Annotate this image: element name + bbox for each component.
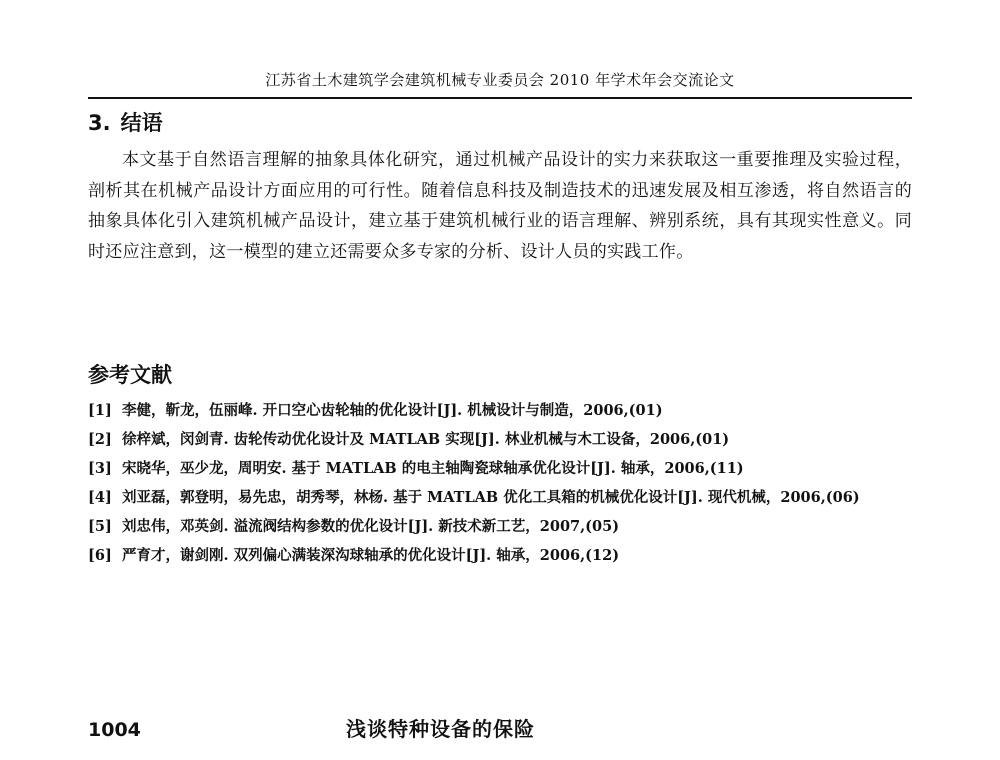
reference-item: [88, 543, 918, 569]
section-title: 结语: [120, 111, 163, 135]
reference-number: [4]: [88, 489, 112, 506]
reference-number: [3]: [88, 460, 112, 477]
reference-item: [88, 427, 918, 453]
reference-text: 严育才，谢剑刚. 双列偏心满装深沟球轴承的优化设计[J]. 轴承，2006,(12): [122, 547, 620, 564]
next-article-title: 浅谈特种设备的保险: [346, 717, 535, 741]
reference-number: [6]: [88, 547, 112, 564]
reference-text: 李健，靳龙，伍丽峰. 开口空心齿轮轴的优化设计[J]. 机械设计与制造，2006,(01): [122, 402, 663, 419]
reference-item: [88, 456, 918, 482]
reference-item: [88, 398, 918, 424]
references-heading: 参考文献: [88, 363, 172, 387]
header-rule: [88, 97, 912, 99]
reference-text: 宋晓华，巫少龙，周明安. 基于 MATLAB 的电主轴陶瓷球轴承优化设计[J]. 轴承，2006,(11): [122, 460, 744, 477]
reference-text: 刘忠伟，邓英剑. 溢流阀结构参数的优化设计[J]. 新技术新工艺，2007,(05): [122, 518, 620, 535]
reference-item: [88, 485, 918, 511]
running-header: 江苏省土木建筑学会建筑机械专业委员会 2010 年学术年会交流论文: [265, 71, 735, 89]
reference-item: [88, 514, 918, 540]
reference-text: 刘亚磊，郭登明，易先忠，胡秀琴，林杨. 基于 MATLAB 优化工具箱的机械优化设计[J]. 现代机械，2006,(06): [122, 489, 860, 506]
reference-number: [2]: [88, 431, 112, 448]
reference-number: [5]: [88, 518, 112, 535]
page-number: 1004: [88, 719, 141, 741]
section-heading: [88, 108, 163, 138]
reference-text: 徐梓斌，闵剑青. 齿轮传动优化设计及 MATLAB 实现[J]. 林业机械与木工设备，2006,(01): [122, 431, 730, 448]
reference-number: [1]: [88, 402, 112, 419]
conclusion-paragraph: 本文基于自然语言理解的抽象具体化研究，通过机械产品设计的实力来获取这一重要推理及实验过程，剖析其在机械产品设计方面应用的可行性。随着信息科技及制造技术的迅速发展及相互渗透，将自然语言的抽象具体化引入建筑机械产品设计，建立基于建筑机械行业的语言理解、辨别系统，具有其现实性意义。同时还应注意到，这一模型的建立还需要众多专家的分析、设计人员的实践工作。: [88, 150, 912, 262]
reference-list: [88, 398, 918, 572]
section-number: 3.: [88, 111, 111, 135]
